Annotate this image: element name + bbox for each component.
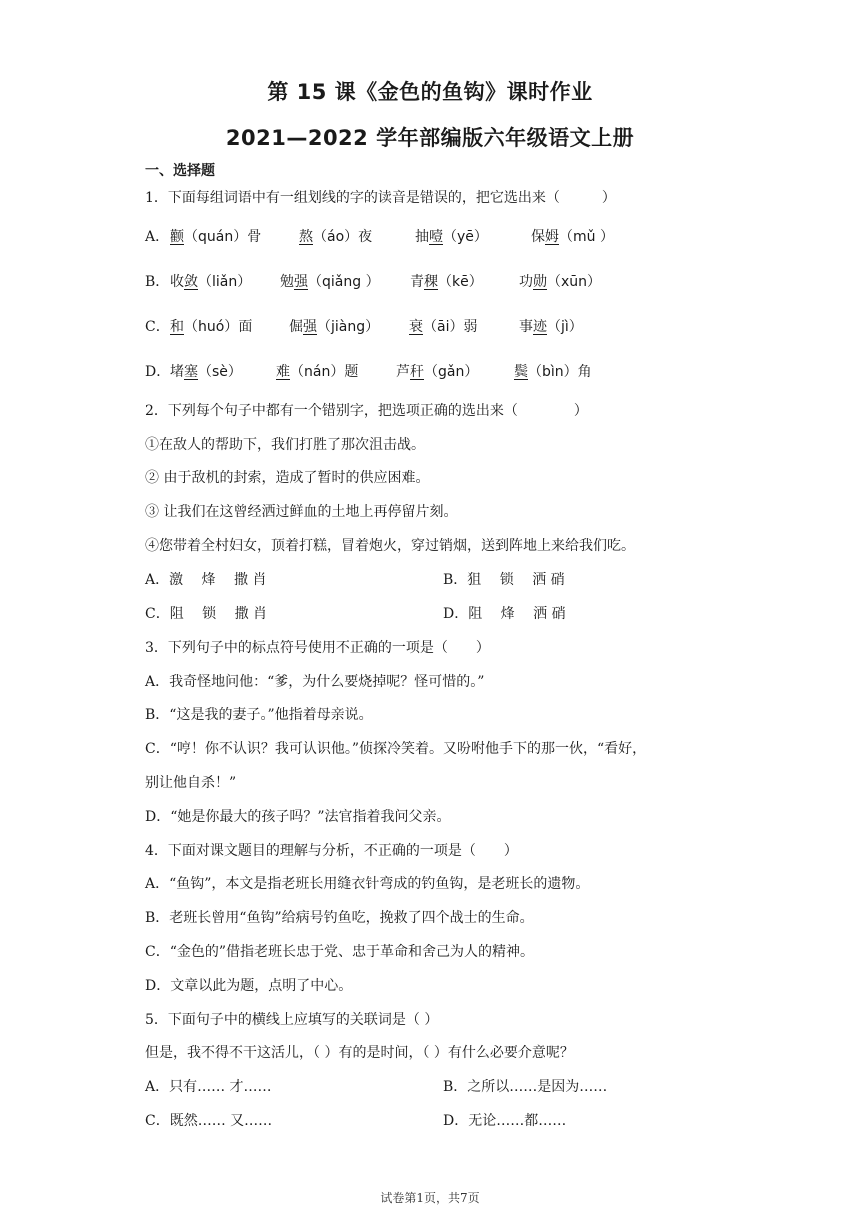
pinyin: （gǎn） <box>424 364 479 380</box>
word-suffix: 夜 <box>358 229 373 245</box>
word-item <box>170 226 261 246</box>
question-2-option-b: B．狙 锁 洒 硝 <box>443 572 565 588</box>
pinyin: （bìn） <box>528 364 578 380</box>
pinyin: （xūn） <box>547 274 602 290</box>
underlined-char: 和 <box>170 319 184 335</box>
word-prefix: 倔 <box>289 319 303 335</box>
underlined-char: 迹 <box>533 319 547 335</box>
word-item <box>514 361 592 381</box>
word-item <box>280 271 380 291</box>
question-4-option-c: C．“金色的”借指老班长忠于党、忠于革命和舍己为人的精神。 <box>145 944 535 960</box>
word-prefix: 功 <box>519 274 533 290</box>
question-4-stem: 4．下面对课文题目的理解与分析，不正确的一项是（ ） <box>145 843 518 859</box>
word-item <box>519 316 583 336</box>
underlined-char: 强 <box>303 319 317 335</box>
pinyin: （mǔ ） <box>559 229 614 245</box>
question-5-option-d: D．无论……都…… <box>443 1113 567 1129</box>
word-item <box>409 316 477 336</box>
question-5-option-b: B．之所以……是因为…… <box>443 1079 608 1095</box>
question-4-option-a: A．“鱼钩”，本文是指老班长用缝衣针弯成的钓鱼钩，是老班长的遗物。 <box>145 876 590 892</box>
word-prefix: 保 <box>531 229 545 245</box>
question-3-option-a: A．我奇怪地问他：“爹，为什么要烧掉呢？怪可惜的。” <box>145 674 485 690</box>
question-2-sentence: ①在敌人的帮助下，我们打胜了那次沮击战。 <box>145 437 425 453</box>
question-5-option-c: C．既然…… 又…… <box>145 1113 273 1129</box>
word-prefix: 芦 <box>396 364 410 380</box>
underlined-char: 熬 <box>299 229 313 245</box>
word-item <box>276 361 358 381</box>
pinyin: （kē） <box>438 274 483 290</box>
pinyin: （sè） <box>198 364 242 380</box>
pinyin: （áo） <box>313 229 359 245</box>
page-subtitle: 2021—2022 学年部编版六年级语文上册 <box>225 126 635 150</box>
question-2-sentence: ② 由于敌机的封索，造成了暂时的供应困难。 <box>145 470 430 486</box>
question-5-stem: 5．下面句子中的横线上应填写的关联词是（ ） <box>145 1012 439 1028</box>
word-prefix: 事 <box>519 319 533 335</box>
underlined-char: 噎 <box>429 229 443 245</box>
underlined-char: 姆 <box>545 229 559 245</box>
underlined-char: 秆 <box>410 364 424 380</box>
question-5-sentence: 但是，我不得不干这活儿，（ ）有的是时间，（ ）有什么必要介意呢？ <box>145 1045 574 1061</box>
underlined-char: 难 <box>276 364 290 380</box>
page-footer: 试卷第1页，共7页 <box>380 1191 480 1205</box>
question-2-sentence: ③ 让我们在这曾经洒过鲜血的土地上再停留片刻。 <box>145 504 458 520</box>
pinyin: （āi） <box>423 319 464 335</box>
question-3-option-c-continued: 别让他自杀！” <box>145 775 237 791</box>
pinyin: （yē） <box>443 229 488 245</box>
section-heading: 一、选择题 <box>145 163 215 179</box>
word-suffix: 骨 <box>247 229 262 245</box>
word-suffix: 弱 <box>463 319 478 335</box>
pinyin: （jì） <box>547 319 583 335</box>
underlined-char: 衰 <box>409 319 423 335</box>
word-item <box>299 226 372 246</box>
word-item <box>519 271 601 291</box>
option-label: C． <box>145 319 170 335</box>
pinyin: （quán） <box>184 229 248 245</box>
underlined-char: 塞 <box>184 364 198 380</box>
underlined-char: 鬓 <box>514 364 528 380</box>
word-suffix: 面 <box>238 319 253 335</box>
pinyin: （huó） <box>184 319 239 335</box>
word-suffix: 角 <box>577 364 592 380</box>
word-prefix: 青 <box>410 274 424 290</box>
word-prefix: 抽 <box>415 229 429 245</box>
question-2-option-c: C．阻 锁 撒 肖 <box>145 606 268 622</box>
option-label: B． <box>145 274 170 290</box>
question-2-option-a: A．激 烽 撒 肖 <box>145 572 267 588</box>
word-item <box>170 271 251 291</box>
page-title: 第 15 课《金色的鱼钩》课时作业 <box>267 80 593 104</box>
word-prefix: 收 <box>170 274 184 290</box>
underlined-char: 稞 <box>424 274 438 290</box>
question-2-sentence: ④您带着全村妇女，顶着打糕，冒着炮火，穿过销烟，送到阵地上来给我们吃。 <box>145 538 635 554</box>
option-label: A． <box>145 229 170 245</box>
question-2-stem: 2．下列每个句子中都有一个错别字，把选项正确的选出来（ ） <box>145 403 588 419</box>
pinyin: （qiǎng ） <box>308 274 380 290</box>
word-item <box>170 316 252 336</box>
word-item <box>170 361 242 381</box>
question-4-option-d: D．文章以此为题，点明了中心。 <box>145 978 353 994</box>
question-5-option-a: A．只有…… 才…… <box>145 1079 272 1095</box>
question-3-option-c: C．“哼！你不认识？我可认识他。”侦探冷笑着。又吩咐他手下的那一伙，“看好， <box>145 741 647 757</box>
word-item <box>415 226 488 246</box>
question-4-option-b: B．老班长曾用“鱼钩”给病号钓鱼吃，挽救了四个战士的生命。 <box>145 910 534 926</box>
word-item <box>396 361 478 381</box>
underlined-char: 强 <box>294 274 308 290</box>
question-1-stem: 1．下面每组词语中有一组划线的字的读音是错误的，把它选出来（ ） <box>145 190 616 206</box>
question-3-option-d: D．“她是你最大的孩子吗？”法官指着我问父亲。 <box>145 809 451 825</box>
word-prefix: 勉 <box>280 274 294 290</box>
word-item <box>289 316 379 336</box>
underlined-char: 敛 <box>184 274 198 290</box>
question-3-stem: 3．下列句子中的标点符号使用不正确的一项是（ ） <box>145 640 490 656</box>
question-2-option-d: D．阻 烽 洒 硝 <box>443 606 566 622</box>
word-item <box>531 226 614 246</box>
word-suffix: 题 <box>344 364 359 380</box>
underlined-char: 颧 <box>170 229 184 245</box>
word-item <box>410 271 483 291</box>
pinyin: （liǎn） <box>198 274 252 290</box>
question-3-option-b: B．“这是我的妻子。”他指着母亲说。 <box>145 707 373 723</box>
underlined-char: 勋 <box>533 274 547 290</box>
pinyin: （jiàng） <box>317 319 380 335</box>
pinyin: （nán） <box>290 364 345 380</box>
word-prefix: 堵 <box>170 364 184 380</box>
option-label: D． <box>145 364 171 380</box>
